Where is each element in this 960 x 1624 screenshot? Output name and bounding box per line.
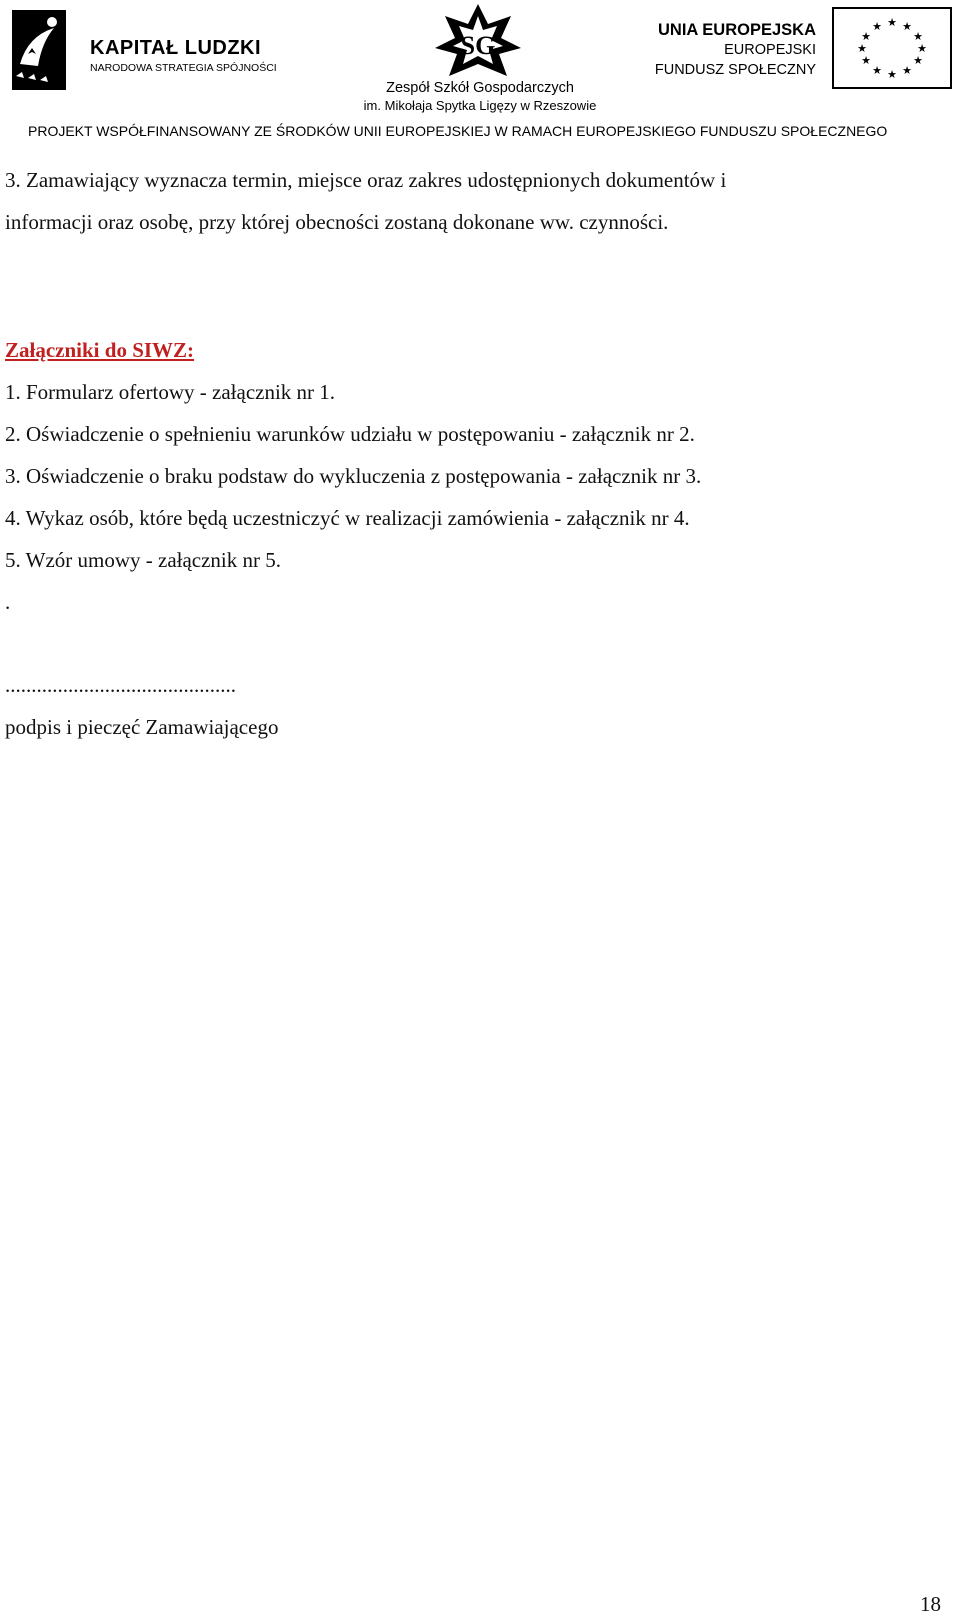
eu-flag-icon [832,7,952,89]
school-emblem-icon [433,2,523,78]
signature-line: ............................................ [5,673,236,697]
svg-text:★: ★ [887,68,897,81]
attachments-heading: Załączniki do SIWZ: [5,338,195,362]
eu-fund-label-1: EUROPEJSKI [724,42,816,58]
svg-text:★: ★ [887,16,897,29]
signature-label: podpis i pieczęć Zamawiającego [5,715,279,739]
kapital-ludzki-title: KAPITAŁ LUDZKI [90,37,262,59]
school-name: Zespół Szkół Gospodarczych [386,80,574,96]
eu-union-label: UNIA EUROPEJSKA [658,21,816,39]
svg-text:★: ★ [913,54,923,67]
lone-dot: . [5,590,11,614]
svg-text:★: ★ [861,30,871,43]
kapital-ludzki-subtitle: NARODOWA STRATEGIA SPÓJNOŚCI [90,62,277,74]
eu-label [655,20,816,80]
svg-text:★: ★ [857,42,867,55]
school-patron: im. Mikołaja Spytka Ligęzy w Rzeszowie [363,98,597,113]
kapital-ludzki-logo-icon [8,6,70,94]
eu-fund-label-2: FUNDUSZ SPOŁECZNY [654,62,816,78]
paragraph-3-line-2: informacji oraz osobę, przy której obecności zostaną dokonane ww. czynności. [5,210,669,234]
svg-text:★: ★ [913,30,923,43]
svg-text:★: ★ [861,54,871,67]
attachment-item: 3. Oświadczenie o braku podstaw do wykluczenia z postępowania - załącznik nr 3. [5,464,702,488]
project-funding-note: PROJEKT WSPÓŁFINANSOWANY ZE ŚRODKÓW UNII EUROPEJSKIEJ W RAMACH EUROPEJSKIEGO FUNDUSZU SPOŁECZNEGO [28,123,888,139]
attachment-item: 1. Formularz ofertowy - załącznik nr 1. [5,380,336,404]
svg-text:SG: SG [460,31,496,60]
svg-text:★: ★ [902,20,912,33]
svg-text:★: ★ [872,64,882,77]
svg-text:★: ★ [902,64,912,77]
svg-text:★: ★ [872,20,882,33]
document-header [0,0,960,146]
attachment-item: 2. Oświadczenie o spełnieniu warunków udziału w postępowaniu - załącznik nr 2. [5,422,695,446]
paragraph-3-line-1: 3. Zamawiający wyznacza termin, miejsce oraz zakres udostępnionych dokumentów i [5,168,727,192]
page-number: 18 [920,1592,941,1616]
svg-text:★: ★ [917,42,927,55]
attachment-item: 4. Wykaz osób, które będą uczestniczyć w realizacji zamówienia - załącznik nr 4. [5,506,690,530]
attachment-item: 5. Wzór umowy - załącznik nr 5. [5,548,282,572]
